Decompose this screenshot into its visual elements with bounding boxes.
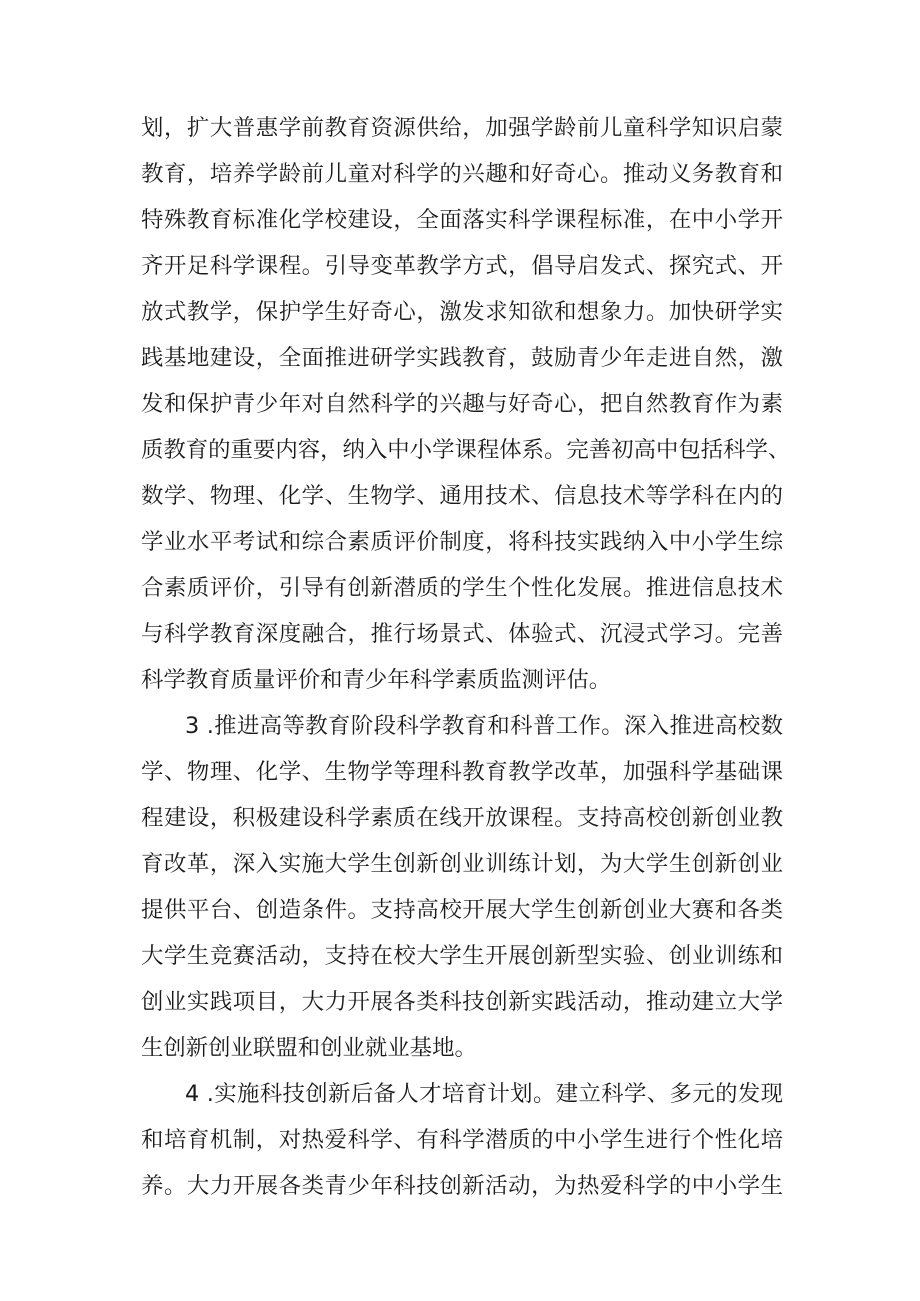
- text-line: 与科学教育深度融合，推行场景式、体验式、沉浸式学习。完善: [141, 621, 783, 647]
- text-line: 程建设，积极建设科学素质在线开放课程。支持高校创新创业教: [141, 805, 783, 831]
- text-line: 学、物理、化学、生物学等理科教育教学改革，加强科学基础课: [141, 759, 783, 785]
- text-line: 大学生竞赛活动，支持在校大学生开展创新型实验、创业训练和: [141, 943, 783, 969]
- text-line: 发和保护青少年对自然科学的兴趣与好奇心，把自然教育作为素: [141, 391, 783, 417]
- section-3-heading-line: 3 .推进高等教育阶段科学教育和科普工作。深入推进高校数: [185, 713, 783, 739]
- section-4-heading-line: 4 .实施科技创新后备人才培育计划。建立科学、多元的发现: [185, 1081, 783, 1107]
- text-line: 齐开足科学课程。引导变革教学方式，倡导启发式、探究式、开: [141, 253, 783, 279]
- text-line: 提供平台、创造条件。支持高校开展大学生创新创业大赛和各类: [141, 897, 783, 923]
- text-line: 特殊教育标准化学校建设，全面落实科学课程标准，在中小学开: [141, 207, 783, 233]
- text-line: 放式教学，保护学生好奇心，激发求知欲和想象力。加快研学实: [141, 299, 783, 325]
- text-line: 质教育的重要内容，纳入中小学课程体系。完善初高中包括科学、: [141, 437, 791, 463]
- text-line: 数学、物理、化学、生物学、通用技术、信息技术等学科在内的: [141, 483, 783, 509]
- text-line: 学业水平考试和综合素质评价制度，将科技实践纳入中小学生综: [141, 529, 783, 555]
- text-line: 养。大力开展各类青少年科技创新活动，为热爱科学的中小学生: [141, 1173, 783, 1199]
- text-line: 创业实践项目，大力开展各类科技创新实践活动，推动建立大学: [141, 989, 783, 1015]
- text-line: 科学教育质量评价和青少年科学素质监测评估。: [141, 667, 612, 693]
- text-line: 教育，培养学龄前儿童对科学的兴趣和好奇心。推动义务教育和: [141, 161, 783, 187]
- text-line: 和培育机制，对热爱科学、有科学潜质的中小学生进行个性化培: [141, 1127, 783, 1153]
- text-line: 划，扩大普惠学前教育资源供给，加强学龄前儿童科学知识启蒙: [141, 115, 783, 141]
- text-line: 生创新创业联盟和创业就业基地。: [141, 1035, 477, 1061]
- text-line: 合素质评价，引导有创新潜质的学生个性化发展。推进信息技术: [141, 575, 783, 601]
- text-line: 育改革，深入实施大学生创新创业训练计划，为大学生创新创业: [141, 851, 783, 877]
- text-line: 践基地建设，全面推进研学实践教育，鼓励青少年走进自然，激: [141, 345, 783, 371]
